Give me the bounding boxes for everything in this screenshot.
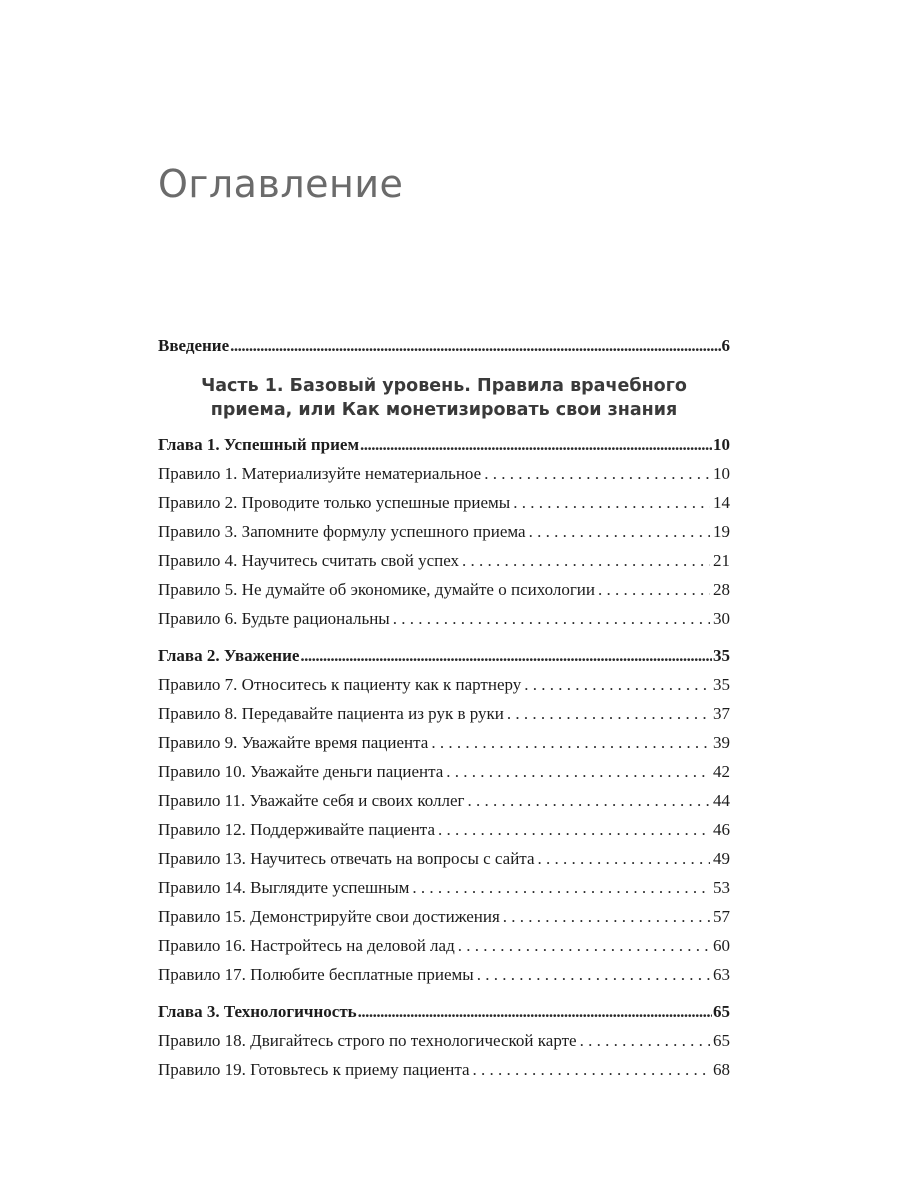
toc-entry-label: Правило 9. Уважайте время пациента [158, 733, 429, 752]
toc-entry-label: Правило 10. Уважайте деньги пациента [158, 762, 444, 781]
dot-leader [438, 815, 710, 844]
toc-rule-16[interactable] [158, 931, 730, 960]
dot-leader [473, 1055, 711, 1084]
dot-leader [468, 786, 710, 815]
toc-rule-10[interactable] [158, 757, 730, 786]
part-heading-line: Часть 1. Базовый уровень. Правила врачебного [201, 376, 687, 396]
toc-entry-page: 44 [713, 791, 730, 810]
dot-leader [462, 546, 710, 575]
toc-chapter-3[interactable] [158, 997, 730, 1026]
toc-rule-7[interactable] [158, 670, 730, 699]
toc-rule-6[interactable] [158, 604, 730, 633]
dot-leader [431, 728, 710, 757]
toc-entry-label: Правило 15. Демонстрируйте свои достижения [158, 907, 500, 926]
toc-entry-page: 30 [713, 609, 730, 628]
toc-entry-page: 49 [713, 849, 730, 868]
toc-rule-14[interactable] [158, 873, 730, 902]
toc-entry-page: 68 [713, 1060, 730, 1079]
toc-rule-1[interactable] [158, 459, 730, 488]
toc-entry-label: Введение [158, 336, 230, 355]
part-heading [158, 374, 730, 422]
toc-rule-8[interactable] [158, 699, 730, 728]
toc-entry-label: Правило 3. Запомните формулу успешного приема [158, 522, 526, 541]
dot-leader [393, 604, 710, 633]
toc-rule-13[interactable] [158, 844, 730, 873]
toc-rule-2[interactable] [158, 488, 730, 517]
toc-entry-page: 19 [713, 522, 730, 541]
toc-rule-11[interactable] [158, 786, 730, 815]
toc-entry-label: Правило 14. Выглядите успешным [158, 878, 410, 897]
toc-chapter-1[interactable] [158, 430, 730, 459]
toc-rule-4[interactable] [158, 546, 730, 575]
dot-leader [458, 931, 710, 960]
toc-entry-label: Правило 13. Научитесь отвечать на вопросы с сайта [158, 849, 535, 868]
toc-entry-label: Правило 8. Передавайте пациента из рук в руки [158, 704, 504, 723]
toc-entry-intro[interactable] [158, 331, 730, 360]
toc-entry-label: Глава 1. Успешный прием [158, 435, 360, 454]
toc-rule-12[interactable] [158, 815, 730, 844]
toc-entry-page: 10 [713, 464, 730, 483]
toc-entry-page: 46 [713, 820, 730, 839]
toc-entry-label: Правило 16. Настройтесь на деловой лад [158, 936, 455, 955]
toc-entry-page: 42 [713, 762, 730, 781]
toc-entry-page: 60 [713, 936, 730, 955]
toc-entry-page: 21 [713, 551, 730, 570]
dot-leader [529, 517, 710, 546]
dot-leader [524, 670, 710, 699]
dot-leader [513, 488, 710, 517]
toc-entry-label: Правило 17. Полюбите бесплатные приемы [158, 965, 474, 984]
toc-entry-label: Правило 19. Готовьтесь к приему пациента [158, 1060, 470, 1079]
toc-entry-label: Правило 12. Поддерживайте пациента [158, 820, 435, 839]
toc-entry-label: Правило 4. Научитесь считать свой успех [158, 551, 460, 570]
toc-entry-label: Правило 18. Двигайтесь строго по технологической карте [158, 1031, 577, 1050]
toc-rule-15[interactable] [158, 902, 730, 931]
toc-rule-3[interactable] [158, 517, 730, 546]
dot-leader [477, 960, 710, 989]
page-title: Оглавление [158, 162, 404, 206]
toc-entry-page: 6 [721, 336, 730, 355]
dot-leader [503, 902, 710, 931]
toc-entry-page: 65 [713, 1002, 730, 1021]
toc-rule-17[interactable] [158, 960, 730, 989]
toc-entry-page: 57 [713, 907, 730, 926]
toc-entry-label: Правило 5. Не думайте об экономике, думайте о психологии [158, 580, 595, 599]
toc-entry-label: Глава 3. Технологичность [158, 1002, 357, 1021]
toc-entry-label: Правило 11. Уважайте себя и своих коллег [158, 791, 465, 810]
toc-entry-page: 39 [713, 733, 730, 752]
section-gap [158, 633, 730, 641]
toc-entry-page: 28 [713, 580, 730, 599]
toc-entry-label: Правило 6. Будьте рациональны [158, 609, 390, 628]
toc-chapter-2[interactable] [158, 641, 730, 670]
part-heading-line: приема, или Как монетизировать свои знания [210, 400, 678, 420]
dot-leader [446, 757, 710, 786]
dot-leader [507, 699, 710, 728]
toc-entry-page: 35 [713, 675, 730, 694]
toc-entry-label: Правило 2. Проводите только успешные приемы [158, 493, 511, 512]
dot-leader [538, 844, 711, 873]
toc-entry-label: Глава 2. Уважение [158, 646, 300, 665]
dot-leader [412, 873, 710, 902]
dot-leader [598, 575, 710, 604]
toc-entry-label: Правило 1. Материализуйте нематериальное [158, 464, 482, 483]
toc-entry-page: 37 [713, 704, 730, 723]
table-of-contents [158, 331, 730, 1084]
toc-entry-page: 65 [713, 1031, 730, 1050]
toc-entry-label: Правило 7. Относитесь к пациенту как к партнеру [158, 675, 522, 694]
toc-entry-page: 35 [713, 646, 730, 665]
toc-rule-9[interactable] [158, 728, 730, 757]
toc-entry-page: 10 [713, 435, 730, 454]
toc-rule-5[interactable] [158, 575, 730, 604]
toc-entry-page: 14 [713, 493, 730, 512]
dot-leader [300, 641, 712, 670]
dot-leader [580, 1026, 710, 1055]
toc-rule-19[interactable] [158, 1055, 730, 1084]
toc-entry-page: 53 [713, 878, 730, 897]
toc-rule-18[interactable] [158, 1026, 730, 1055]
toc-entry-page: 63 [713, 965, 730, 984]
section-gap [158, 989, 730, 997]
dot-leader [358, 997, 712, 1026]
dot-leader [484, 459, 710, 488]
dot-leader [230, 331, 720, 360]
dot-leader [360, 430, 712, 459]
